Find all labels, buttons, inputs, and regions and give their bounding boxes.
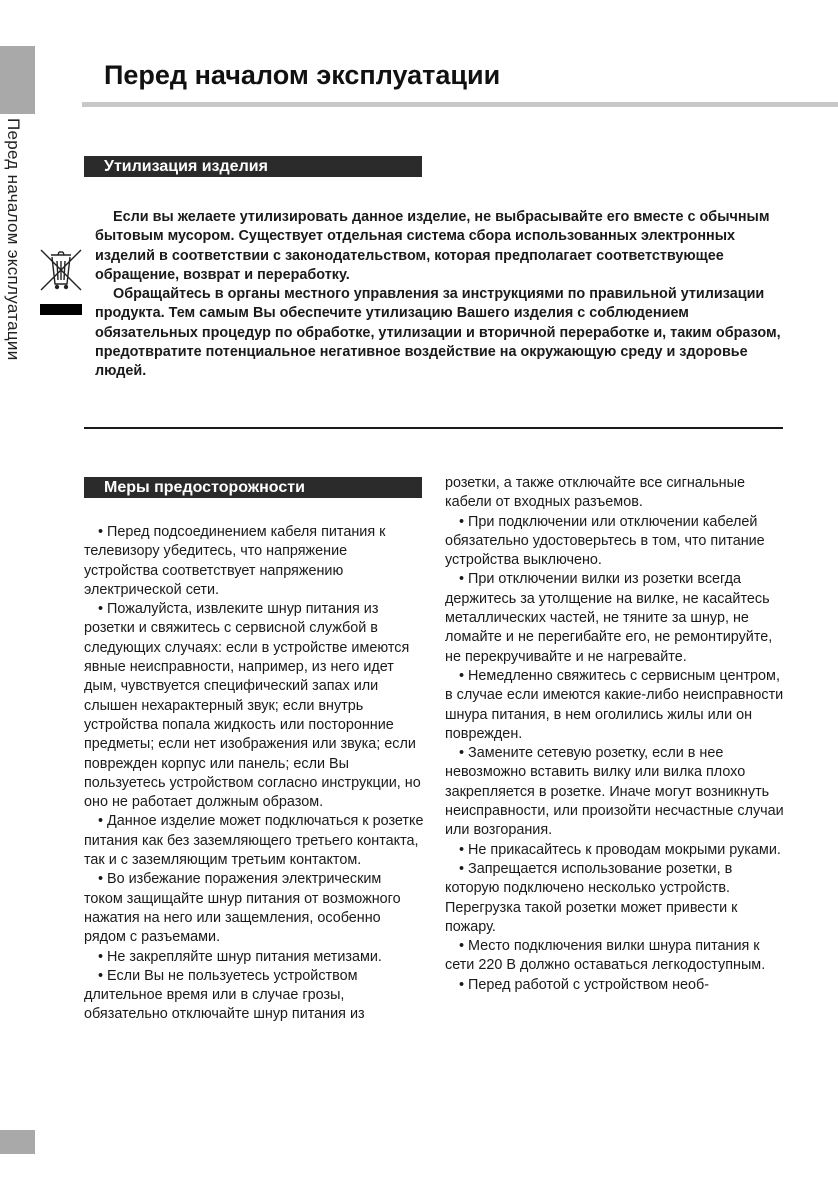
precaution-item: • При подключении или отключении кабелей обязательно удостоверьтесь в том, что питание устройства выключено. bbox=[445, 513, 765, 569]
disposal-text bbox=[95, 208, 793, 382]
precautions-right-column bbox=[445, 474, 790, 995]
section-divider bbox=[84, 427, 783, 429]
precaution-item: • Не прикасайтесь к проводам мокрыми руками. bbox=[459, 841, 781, 858]
precaution-item: • Место подключения вилки шнура питания к сети 220 В должно оставаться легкодоступным. bbox=[445, 938, 766, 974]
precaution-item: • Не закрепляйте шнур питания метизами. bbox=[98, 948, 382, 965]
precaution-item: • Перед работой с устройством необ- bbox=[459, 976, 710, 993]
precaution-item: • Запрещается использование розетки, в которую подключено несколько устройств. Перегрузка такой розетки может привести к пожару. bbox=[445, 860, 738, 935]
precaution-item: • При отключении вилки из розетки всегда держитесь за утолщение на вилке, не касайтесь металлических частей, не тяните за шнур, не ломайте и не перегибайте его, не ремонтируйте, не перекручивайте и не нагревайте. bbox=[445, 571, 773, 665]
section-heading-precautions: Меры предосторожности bbox=[84, 477, 422, 498]
disposal-paragraph: Обращайтесь в органы местного управления за инструкциями по правильной утилизации продукта. Тем самым Вы обеспечите утилизацию Вашего изделия с соблюдением обязательных процедур по обработке, утилизации и вторичной переработке и, таким образом, предотвратите потенциальное негативное воздействие на окружающую среду и здоровье людей. bbox=[95, 286, 781, 380]
precaution-item: • Данное изделие может подключаться к розетке питания как без заземляющего третьего контакта, так и с заземляющим третьим контактом. bbox=[84, 813, 424, 869]
title-underline bbox=[82, 102, 838, 107]
precaution-item: • Перед подсоединением кабеля питания к телевизору убедитесь, что напряжение устройства соответствует напряжению электрической сети. bbox=[84, 524, 386, 598]
precautions-left-column bbox=[84, 523, 424, 1025]
crossed-out-wheelie-bin-icon bbox=[37, 246, 85, 294]
side-tab-bottom-marker bbox=[0, 1130, 35, 1154]
side-tab-marker bbox=[0, 46, 35, 114]
precaution-item: • Если Вы не пользуетесь устройством длительное время или в случае грозы, обязательно отключайте шнур питания из bbox=[84, 967, 365, 1023]
disposal-paragraph: Если вы желаете утилизировать данное изделие, не выбрасывайте его вместе с обычным бытовым мусором. Существует отдельная система сбора использованных электронных изделий в соответствии с законодательством, которая предполагает соответствующее обращение, возврат и переработку. bbox=[95, 209, 770, 283]
precaution-item-continuation: розетки, а также отключайте все сигнальные кабели от входных разъемов. bbox=[445, 475, 745, 511]
precaution-item: • Пожалуйста, извлеките шнур питания из розетки и свяжитесь с сервисной службой в следующих случаях: если в устройстве имеются явные неисправности, например, из него идет дым, чувствуется специфический запах или слышен нехарактерный звук; если внутрь устройства попала жидкость или посторонние предметы; если нет изображения или звука; если поврежден корпус или панель; если Вы пользуетесь устройством согласно инструкции, но оно не работает должным образом. bbox=[84, 601, 421, 811]
precaution-item: • Немедленно свяжитесь с сервисным центром, в случае если имеются какие-либо неисправности шнура питания, в нем оголились жилы или он поврежден. bbox=[445, 667, 784, 742]
bin-icon-underbar bbox=[40, 304, 82, 315]
side-tab-label: Перед началом эксплуатации bbox=[4, 118, 23, 361]
page-title: Перед началом эксплуатации bbox=[104, 60, 501, 90]
precaution-item: • Во избежание поражения электрическим током защищайте шнур питания от возможного нажатия на него или защемления, особенно рядом с разъемами. bbox=[84, 871, 401, 946]
section-heading-disposal: Утилизация изделия bbox=[84, 156, 422, 177]
precaution-item: • Замените сетевую розетку, если в нее невозможно вставить вилку или вилка плохо закрепляется в розетке. Иначе могут возникнуть неисправности, или произойти несчастные случаи или возгорания. bbox=[445, 745, 784, 839]
